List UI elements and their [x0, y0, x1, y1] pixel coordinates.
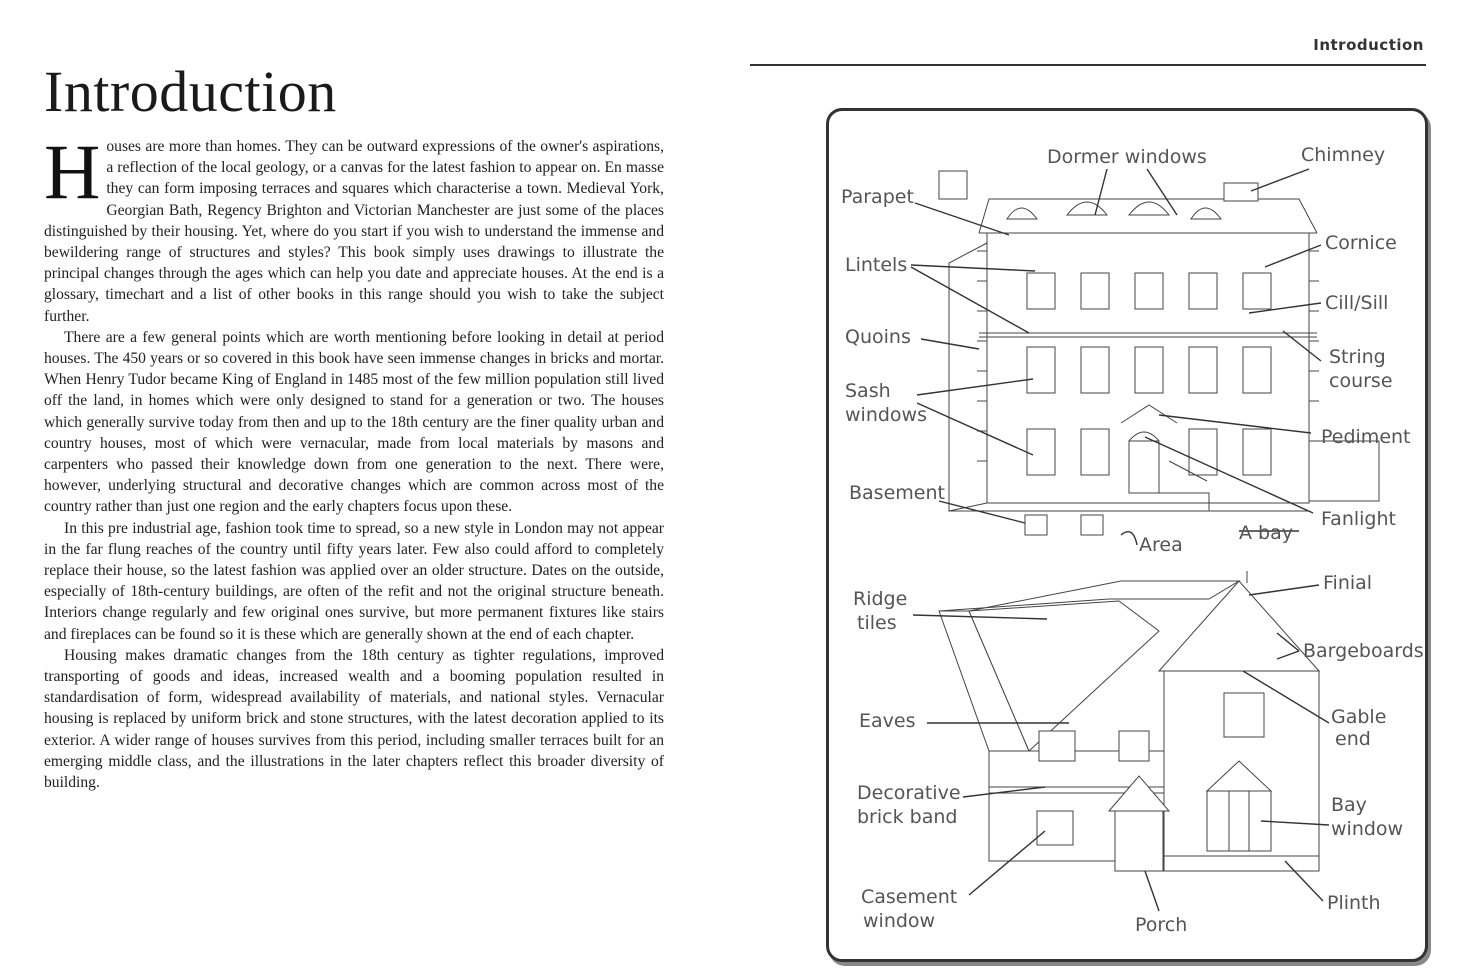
chapter-title: Introduction	[44, 59, 337, 124]
label-parapet: Parapet	[841, 186, 914, 208]
label-lintels: Lintels	[845, 254, 908, 276]
label-fanlight: Fanlight	[1321, 508, 1396, 530]
body-text	[44, 128, 664, 793]
label-tiles: tiles	[857, 612, 897, 634]
label-porch: Porch	[1135, 914, 1188, 936]
house-features-figure	[826, 108, 1428, 962]
label-pediment: Pediment	[1321, 426, 1411, 448]
paragraph-1	[44, 128, 664, 327]
label-bay: Bay	[1331, 794, 1367, 816]
label-cornice: Cornice	[1325, 232, 1397, 254]
label-course: course	[1329, 370, 1393, 392]
label-a-bay: A bay	[1239, 522, 1293, 544]
paragraph-3: In this pre industrial age, fashion took time to spread, so a new style in London may not appear in the far flung reaches of the country until fifty years later. Few also could afford to completely replace their house, so the latest fashion was applied over an older structure. Dates on the outside, especially of 18th-century buildings, are often of the refit and not the original structure beneath. Interiors change regularly and few original ones survive, but more permanent fixtures like stairs and fireplaces can be found so it is these which are generally shown at the end of each chapter.	[44, 519, 664, 643]
label-quoins: Quoins	[845, 326, 911, 348]
label-bay-window: window	[1331, 818, 1404, 840]
paragraph-2: There are a few general points which are worth mentioning before looking in detail at period houses. The 450 years or so covered in this book have seen immense changes in bricks and mortar. When Henry Tudor became King of England in 1485 most of the few million population still lived off the land, in homes which were only designed to stand for a generation or two. The houses which generally survive today from then and up to the 18th century are the finer quality urban and country houses, most of which were vernacular, made from local materials by masons and carpenters who passed their knowledge down from one generation to the next. There were, however, underlying structural and decorative changes which are common across most of the country rather than just one region and the early chapters focus upon these.	[44, 328, 664, 516]
header-rule	[750, 64, 1426, 66]
label-finial: Finial	[1323, 572, 1373, 594]
label-basement: Basement	[849, 482, 945, 504]
label-casement-window: window	[863, 910, 936, 932]
label-sash: Sash	[845, 380, 891, 402]
label-end: end	[1335, 728, 1371, 750]
label-windows: windows	[845, 404, 927, 426]
label-string: String	[1329, 346, 1386, 368]
label-gable: Gable	[1331, 706, 1387, 728]
running-header: Introduction	[1313, 36, 1424, 54]
label-ridge: Ridge	[853, 588, 908, 610]
label-plinth: Plinth	[1327, 892, 1381, 914]
label-dormer-windows: Dormer windows	[1047, 146, 1207, 168]
label-chimney: Chimney	[1301, 144, 1386, 166]
cottage-drawing	[939, 571, 1319, 871]
drop-cap: H	[44, 128, 101, 215]
paragraph-4: Housing makes dramatic changes from the 18th century as tighter regulations, improved transporting of goods and ideas, increased wealth and a booming population resulted in standardisation of form, widespread availability of materials, and national styles. Vernacular housing is replaced by uniform brick and stone structures, with the latest decoration applied to its exterior. A wider range of houses survives from this period, including smaller terraces built for an emerging middle class, and the illustrations in the later chapters reflect this broader diversity of building.	[44, 646, 664, 792]
label-cill-sill: Cill/Sill	[1325, 292, 1389, 314]
label-casement: Casement	[861, 886, 958, 908]
house-illustration	[829, 111, 1425, 959]
georgian-house-drawing	[939, 171, 1379, 535]
paragraph-1-text: ouses are more than homes. They can be outward expressions of the owner's aspirations, a reflection of the local geology, or a canvas for the latest fashion to appear on. En masse they can form imposing terraces and squares which characterise a town. Medieval York, Georgian Bath, Regency Brighton and Victorian Manchester are just some of the places distinguished by their housing. Yet, where do you start if you wish to understand the immense and bewildering range of structures and styles? This book simply uses drawings to illustrate the principal changes through the ages which can help you date and appreciate houses. At the end is a glossary, timechart and a list of other books in this range should you wish to take the subject further.	[44, 138, 664, 325]
label-decorative: Decorative	[857, 782, 961, 804]
label-eaves: Eaves	[859, 710, 916, 732]
label-area: Area	[1139, 534, 1183, 556]
label-brick-band: brick band	[857, 806, 958, 828]
label-bargeboards: Bargeboards	[1303, 640, 1424, 662]
left-page	[44, 60, 664, 793]
